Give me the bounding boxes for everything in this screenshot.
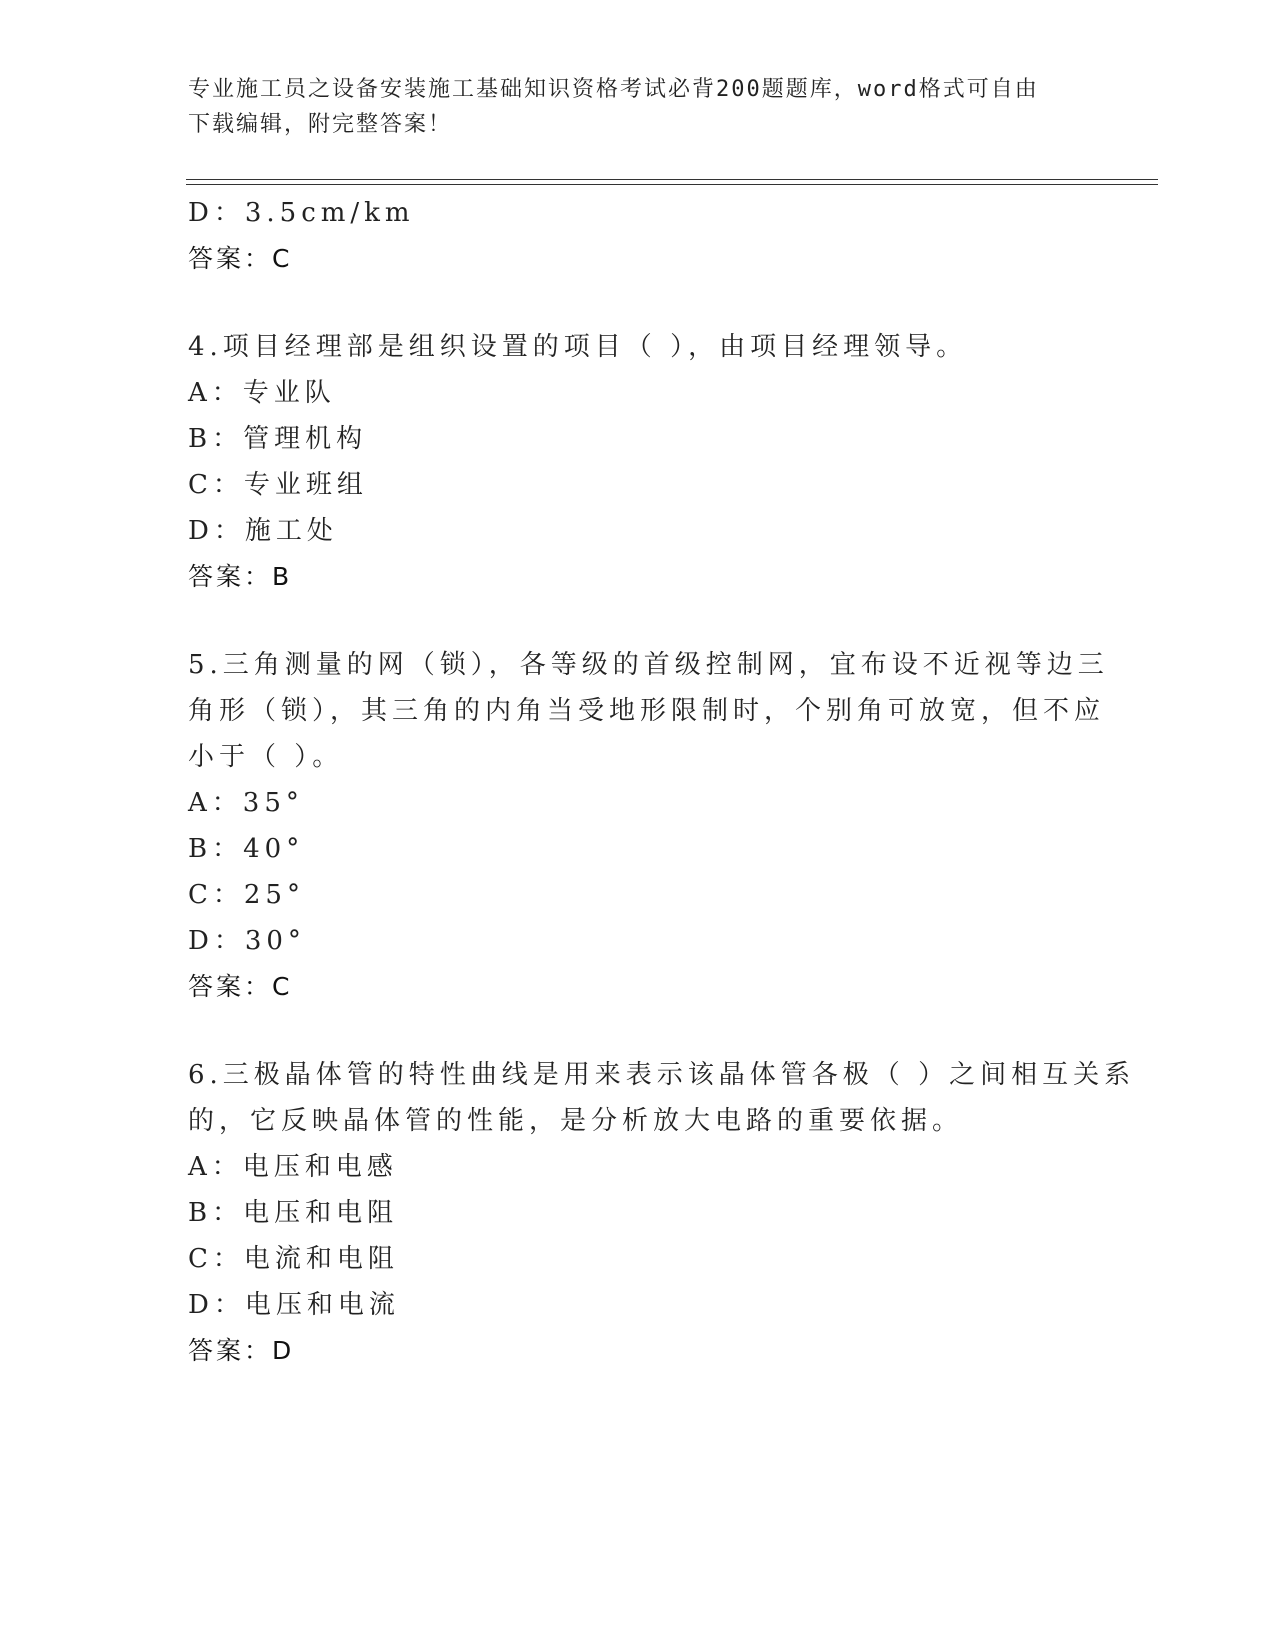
question-stem-line: 5.三角测量的网（锁），各等级的首级控制网，宜布设不近视等边三 — [188, 650, 1109, 680]
option-c: C：专业班组 — [188, 470, 368, 500]
header-title-line-2: 下载编辑，附完整答案！ — [188, 112, 453, 137]
question-stem-line: 的，它反映晶体管的性能，是分析放大电路的重要依据。 — [188, 1106, 964, 1136]
document-body — [188, 190, 1136, 1374]
header-divider-bottom — [186, 184, 1158, 185]
answer-text: 答案：D — [188, 1336, 295, 1365]
document-header — [188, 72, 1088, 142]
carryover-question — [188, 190, 1088, 282]
question-stem-line: 4.项目经理部是组织设置的项目（ ），由项目经理领导。 — [188, 332, 968, 362]
option-d: D：电压和电流 — [188, 1290, 400, 1320]
answer-text: 答案：C — [188, 244, 293, 273]
option-d: D：施工处 — [188, 516, 338, 546]
question-stem-line: 角形（锁），其三角的内角当受地形限制时，个别角可放宽，但不应 — [188, 696, 1106, 726]
answer-text: 答案：C — [188, 972, 293, 1001]
option-d: D：30° — [188, 926, 306, 956]
option-a: A：专业队 — [188, 378, 336, 408]
option-a: A：35° — [188, 788, 304, 818]
question-stem-line: 小于（ ）。 — [188, 742, 344, 772]
question-5 — [188, 642, 1109, 1010]
header-title-line-1: 专业施工员之设备安装施工基础知识资格考试必背200题题库，word格式可自由 — [188, 77, 1039, 102]
question-6 — [188, 1052, 1136, 1374]
question-stem-line: 6.三极晶体管的特性曲线是用来表示该晶体管各极（ ）之间相互关系 — [188, 1060, 1136, 1090]
option-c: C：25° — [188, 880, 305, 910]
option-c: C：电流和电阻 — [188, 1244, 399, 1274]
answer-text: 答案：B — [188, 562, 293, 591]
option-b: B：管理机构 — [188, 424, 368, 454]
question-4 — [188, 324, 1088, 600]
header-divider-top — [186, 179, 1158, 180]
option-a: A：电压和电感 — [188, 1152, 398, 1182]
option-b: B：40° — [188, 834, 305, 864]
option-d: D：3.5cm/km — [188, 198, 415, 228]
option-b: B：电压和电阻 — [188, 1198, 399, 1228]
